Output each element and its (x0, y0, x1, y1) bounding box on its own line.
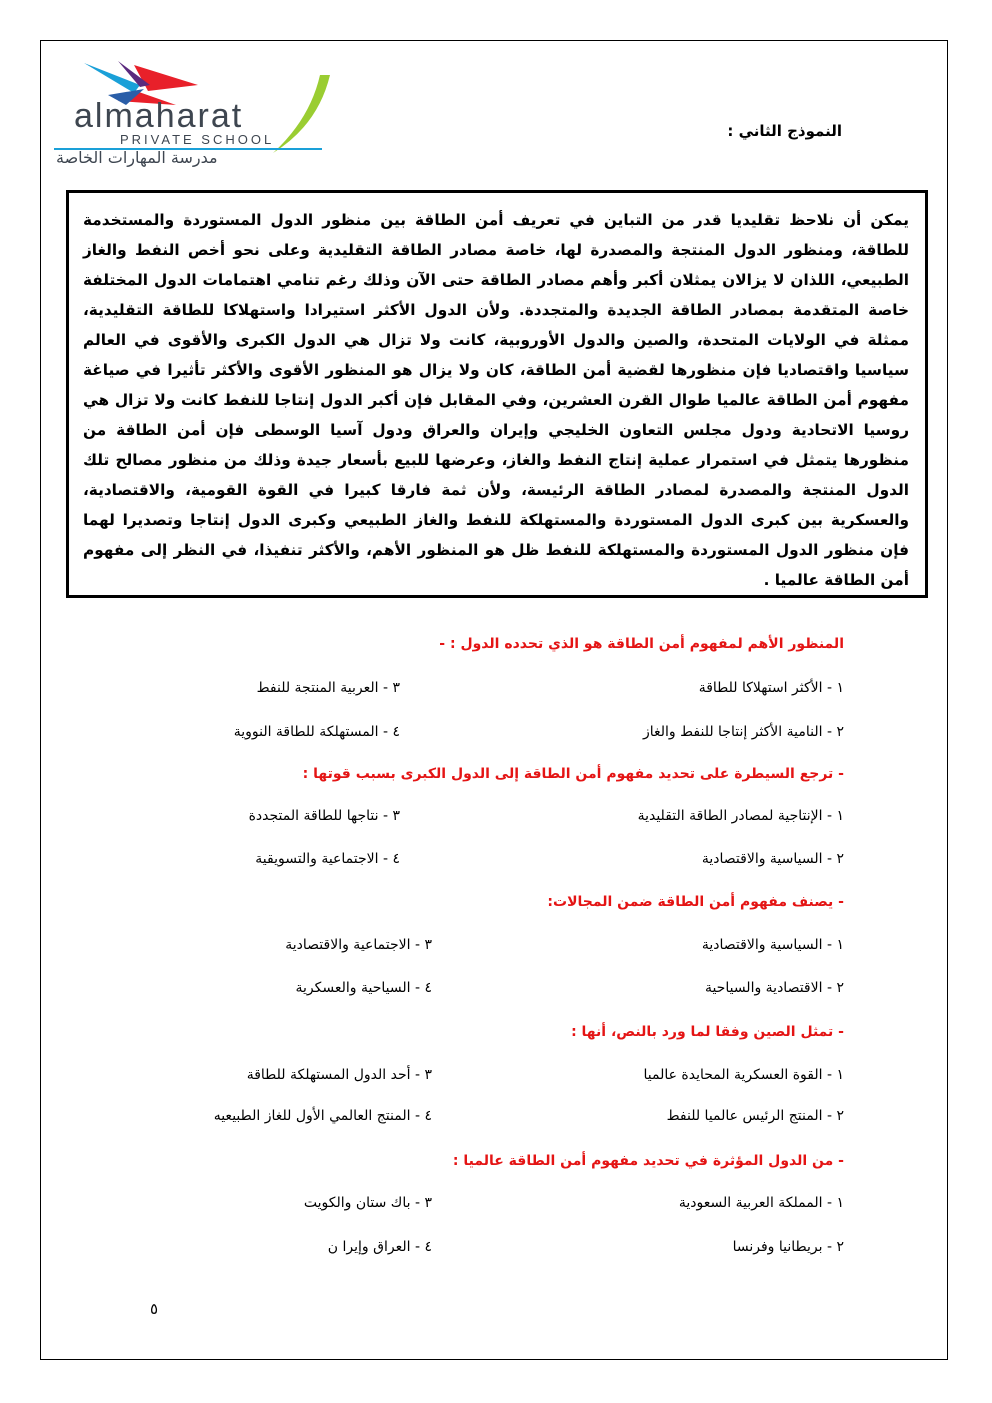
q4-option-2[interactable]: ٢ - المنتج الرئيس عالميا للنفط (666, 1108, 844, 1124)
q3-option-3[interactable]: ٣ - الاجتماعية والاقتصادية (285, 937, 432, 953)
q3-option-2[interactable]: ٢ - الاقتصادية والسياحية (704, 980, 844, 996)
question-3: - يصنف مفهوم أمن الطاقة ضمن المجالات: (547, 894, 844, 910)
logo-arabic-name: مدرسة المهارات الخاصة (56, 148, 218, 167)
q3-option-1[interactable]: ١ - السياسية والاقتصادية (701, 937, 844, 953)
q5-option-4[interactable]: ٤ - العراق وإيرا ن (327, 1239, 432, 1255)
page-number: ٥ (150, 1300, 159, 1318)
q2-option-4[interactable]: ٤ - الاجتماعية والتسويقية (255, 851, 400, 867)
q5-option-2[interactable]: ٢ - بريطانيا وفرنسا (732, 1239, 844, 1255)
q2-option-1[interactable]: ١ - الإنتاجية لمصادر الطاقة التقليدية (637, 808, 844, 824)
q4-option-3[interactable]: ٣ - أحد الدول المستهلكة للطاقة (246, 1067, 432, 1083)
passage-box (66, 190, 928, 598)
q3-option-4[interactable]: ٤ - السياحية والعسكرية (295, 980, 432, 996)
q5-option-1[interactable]: ١ - المملكة العربية السعودية (678, 1195, 844, 1211)
page-title: النموذج الثاني : (727, 122, 842, 140)
q4-option-1[interactable]: ١ - القوة العسكرية المحايدة عالميا (643, 1067, 844, 1083)
q2-option-2[interactable]: ٢ - السياسية والاقتصادية (701, 851, 844, 867)
q5-option-3[interactable]: ٣ - باك ستان والكويت (303, 1195, 432, 1211)
q1-option-2[interactable]: ٢ - النامية الأكثر إنتاجا للنفط والغاز (642, 724, 844, 740)
q2-option-3[interactable]: ٣ - نتاجها للطاقة المتجددة (248, 808, 400, 824)
q1-option-3[interactable]: ٣ - العربية المنتجة للنفط (256, 680, 400, 696)
question-5: - من الدول المؤثرة في تحديد مفهوم أمن الطاقة عالميا : (452, 1153, 844, 1169)
logo-subtitle: PRIVATE SCHOOL (120, 132, 275, 147)
question-1: المنظور الأهم لمفهوم أمن الطاقة هو الذي تحدده الدول : - (439, 636, 844, 652)
school-logo (48, 55, 338, 165)
question-2: - ترجع السيطرة على تحديد مفهوم أمن الطاقة إلى الدول الكبرى بسبب قوتها : (302, 766, 844, 782)
question-4: - تمثل الصين وفقا لما ورد بالنص، أنها : (571, 1024, 844, 1040)
q1-option-4[interactable]: ٤ - المستهلكة للطاقة النووية (233, 724, 400, 740)
q1-option-1[interactable]: ١ - الأكثر استهلاكا للطاقة (698, 680, 844, 696)
passage-text: يمكن أن نلاحظ تقليديا قدر من التباين في تعريف أمن الطاقة بين منظور الدول المستوردة والمستخدمة للطاقة، ومنظور الدول المنتجة والمصدرة لها، خاصة مصادر الطاقة التقليدية وعلى نحو أخص النفط والغاز الطبيعي، اللذان لا يزالان يمثلان أكبر وأهم مصادر الطاقة حتى الآن وذلك رغم تنامي اهتمامات الدول المختلفة خاصة المتقدمة بمصادر الطاقة الجديدة والمتجددة. ولأن الدول الأكثر استيرادا واستهلاكا للطاقة التقليدية، ممثلة في الولايات المتحدة، والصين والدول الأوروبية، كانت ولا تزال هي الدول الكبرى والأقوى في العالم سياسيا واقتصاديا فإن منظورها لقضية أمن الطاقة، كان ولا يزال هو المنظور الأقوى والأكثر تأثيرا في صياغة مفهوم أمن الطاقة عالميا طوال القرن العشرين، وفي المقابل فإن أكبر الدول إنتاجا للنفط كانت ولا تزال هي روسيا الاتحادية ودول مجلس التعاون الخليجي وإيران والعراق ودول آسيا الوسطى فإن أمن الطاقة من منظورها يتمثل في استمرار عملية إنتاج النفط والغاز، وعرضها للبيع بأسعار جيدة وذلك من منظور مصالح تلك الدول المنتجة والمصدرة لمصادر الطاقة الرئيسة، ولأن ثمة فارقا كبيرا في القوة القومية، والاقتصادية، والعسكرية بين كبرى الدول المستوردة والمستهلكة للنفط والغاز الطبيعي وكبرى الدول إنتاجا وتصديرا لهما فإن منظور الدول المستوردة والمستهلكة للنفط ظل هو المنظور الأهم، والأكثر تنفيذا، في النظر إلى مفهوم أمن الطاقة عالميا . (83, 211, 909, 589)
logo-name: almaharat (74, 97, 244, 135)
q4-option-4[interactable]: ٤ - المنتج العالمي الأول للغاز الطبيعيه (213, 1108, 432, 1124)
